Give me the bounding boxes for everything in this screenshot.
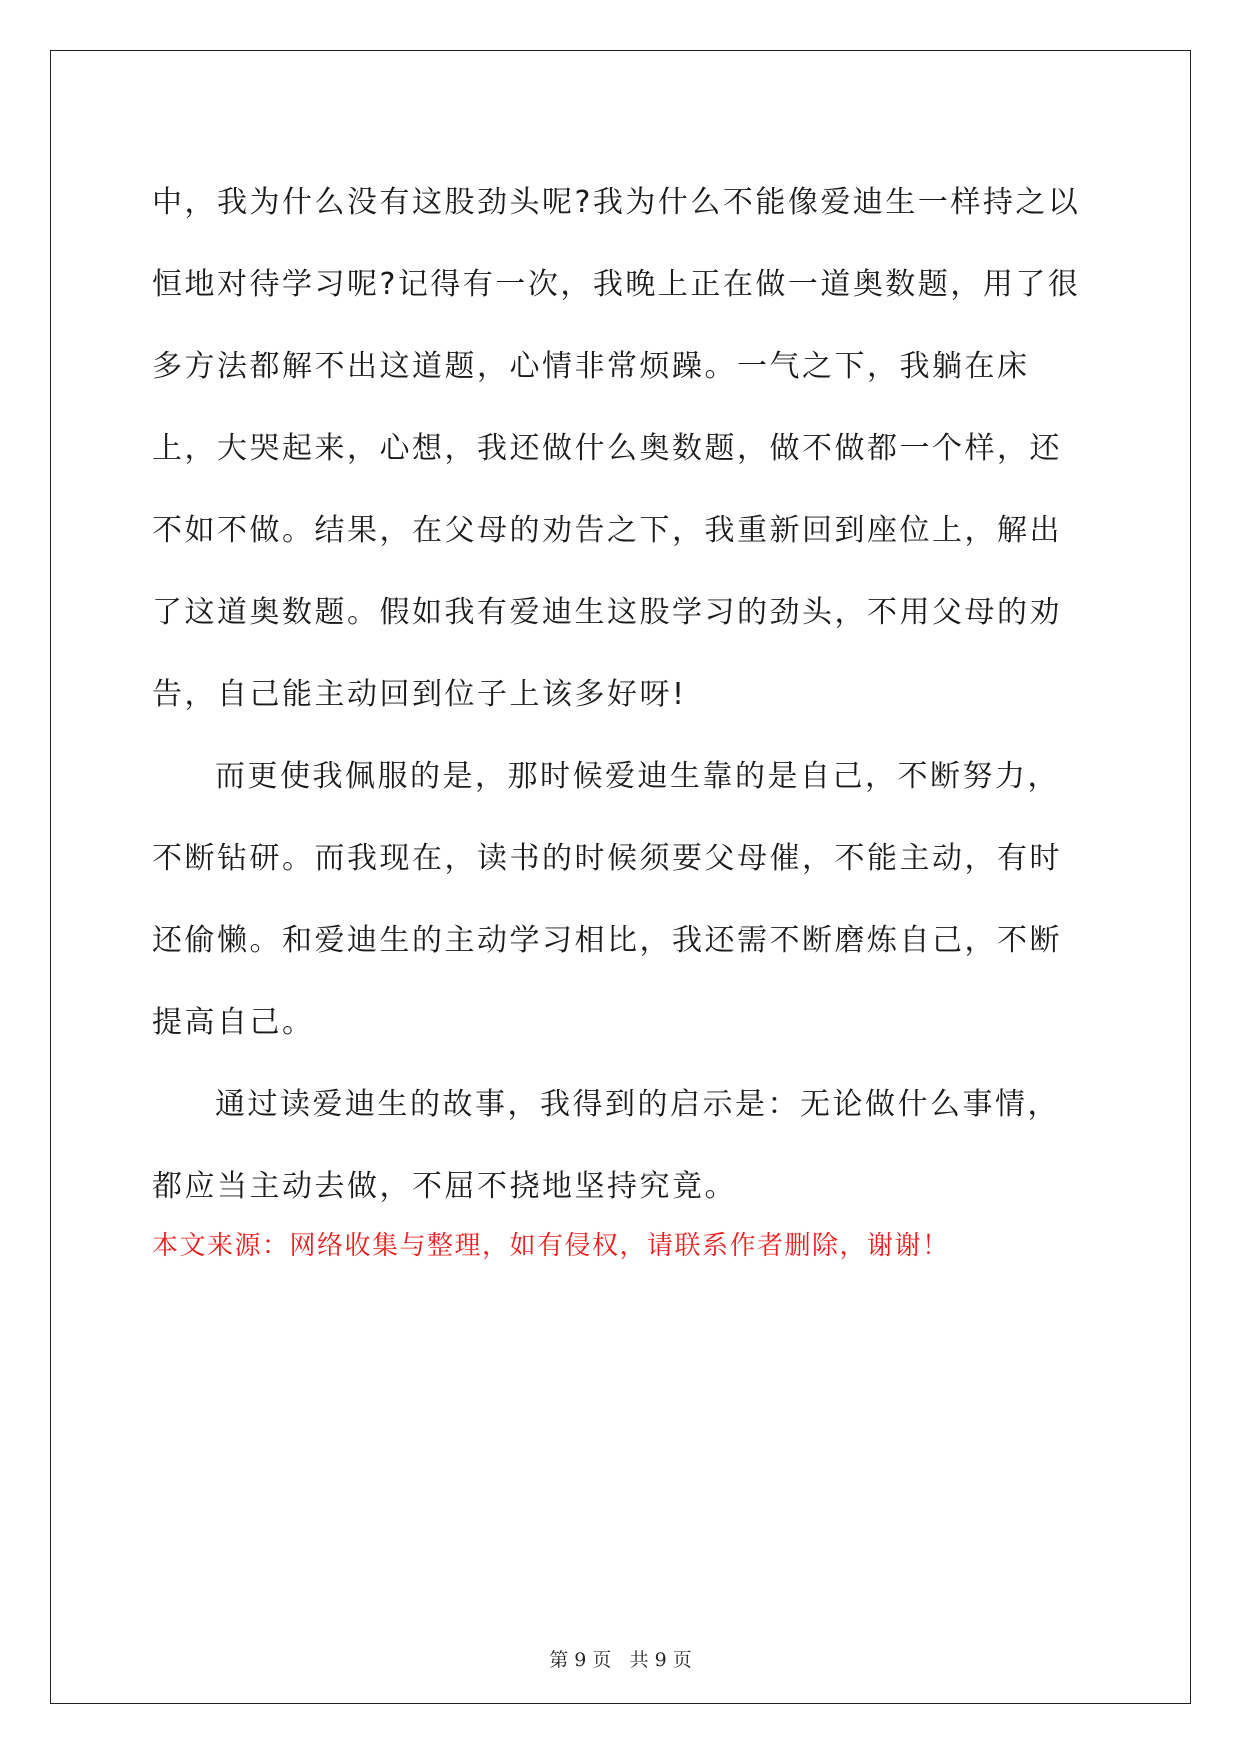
- paragraph-admiration: 而更使我佩服的是，那时候爱迪生靠的是自己，不断努力，不断钻研。而我现在，读书的时候须要父母催，不能主动，有时还偷懒。和爱迪生的主动学习相比，我还需不断磨炼自己，不断提高自己。: [152, 759, 1062, 1040]
- current-page-label: 第 9 页: [549, 1649, 612, 1671]
- paragraph-continued: 中，我为什么没有这股劲头呢?我为什么不能像爱迪生一样持之以恒地对待学习呢?记得有一次，我晚上正在做一道奥数题，用了很多方法都解不出这道题，心情非常烦躁。一气之下，我躺在床上，大哭起来，心想，我还做什么奥数题，做不做都一个样，还不如不做。结果，在父母的劝告之下，我重新回到座位上，解出了这道奥数题。假如我有爱迪生这股学习的劲头，不用父母的劝告，自己能主动回到位子上该多好呀!: [152, 185, 1081, 712]
- document-body: [152, 162, 1090, 1228]
- paragraph-lesson: 通过读爱迪生的故事，我得到的启示是：无论做什么事情，都应当主动去做，不屈不挠地坚持究竟。: [152, 1087, 1060, 1204]
- source-note: 本文来源：网络收集与整理，如有侵权，请联系作者删除，谢谢！: [152, 1231, 950, 1261]
- footer-spacer: [611, 1649, 629, 1671]
- total-pages-label: 共 9 页: [629, 1649, 692, 1671]
- page-footer: [0, 1648, 1241, 1672]
